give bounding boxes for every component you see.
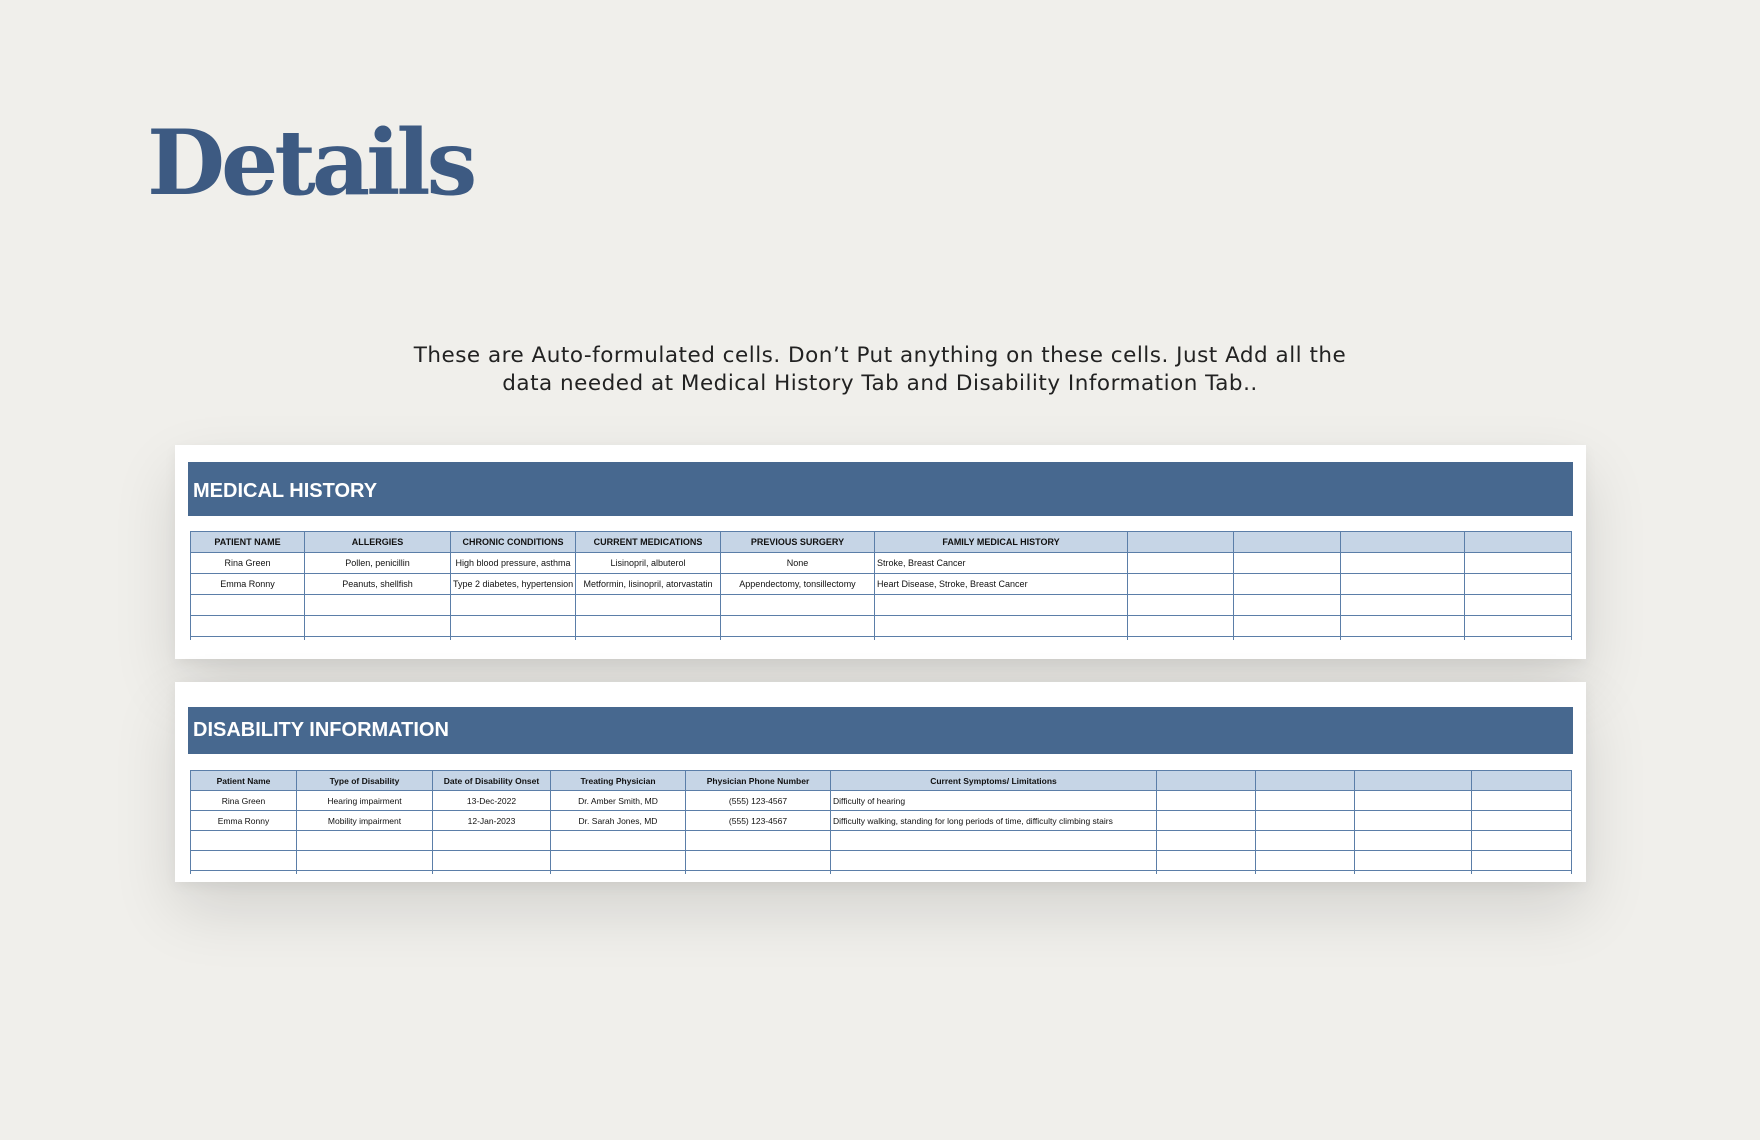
table-cell[interactable] <box>1234 553 1341 574</box>
table-cell <box>551 871 686 875</box>
column-header: FAMILY MEDICAL HISTORY <box>875 532 1128 553</box>
table-cell[interactable] <box>1355 791 1472 811</box>
table-cell <box>451 637 576 641</box>
table-cell <box>1355 871 1472 875</box>
table-cell[interactable] <box>576 616 721 637</box>
table-cell <box>1234 637 1341 641</box>
table-cell <box>1465 637 1572 641</box>
table-cell[interactable] <box>1465 595 1572 616</box>
column-header: Type of Disability <box>297 771 433 791</box>
column-header: Date of Disability Onset <box>433 771 551 791</box>
column-header <box>1472 771 1572 791</box>
table-cell <box>1472 871 1572 875</box>
table-cell <box>1128 637 1234 641</box>
table-cell[interactable] <box>1128 595 1234 616</box>
table-cell[interactable] <box>1341 616 1465 637</box>
table-cell[interactable]: (555) 123-4567 <box>686 811 831 831</box>
table-cell[interactable] <box>451 616 576 637</box>
table-cell <box>831 871 1157 875</box>
column-header: CURRENT MEDICATIONS <box>576 532 721 553</box>
table-cell <box>686 871 831 875</box>
table-cell <box>1341 637 1465 641</box>
table-cell <box>721 637 875 641</box>
table-cell[interactable]: Emma Ronny <box>191 811 297 831</box>
table-cell[interactable] <box>1355 851 1472 871</box>
table-cell <box>576 637 721 641</box>
table-cell[interactable] <box>1234 574 1341 595</box>
table-cell[interactable]: Type 2 diabetes, hypertension <box>451 574 576 595</box>
table-row <box>191 831 1572 851</box>
table-cell[interactable]: Mobility impairment <box>297 811 433 831</box>
table-cell[interactable] <box>1256 851 1355 871</box>
table-cell[interactable] <box>1157 791 1256 811</box>
table-cell[interactable]: Difficulty of hearing <box>831 791 1157 811</box>
table-cell[interactable] <box>1256 811 1355 831</box>
table-cell <box>305 637 451 641</box>
page-title: Details <box>147 110 474 216</box>
table-row <box>191 811 1572 831</box>
medical-history-table <box>190 531 1572 640</box>
table-cell[interactable]: Difficulty walking, standing for long periods of time, difficulty climbing stairs <box>831 811 1157 831</box>
table-cell[interactable]: Metformin, lisinopril, atorvastatin <box>576 574 721 595</box>
table-cell[interactable] <box>191 831 297 851</box>
table-cell[interactable] <box>831 831 1157 851</box>
table-row <box>191 791 1572 811</box>
table-cell[interactable]: Pollen, penicillin <box>305 553 451 574</box>
column-header <box>1465 532 1572 553</box>
table-cell[interactable] <box>433 831 551 851</box>
table-cell[interactable]: Heart Disease, Stroke, Breast Cancer <box>875 574 1128 595</box>
table-cell[interactable] <box>686 831 831 851</box>
table-header-row <box>191 771 1572 791</box>
instruction-line-1: These are Auto-formulated cells. Don’t Put anything on these cells. Just Add all the <box>413 343 1347 368</box>
column-header <box>1128 532 1234 553</box>
instruction-note <box>300 342 1460 398</box>
table-cell[interactable]: Hearing impairment <box>297 791 433 811</box>
table-cell[interactable]: High blood pressure, asthma <box>451 553 576 574</box>
table-row <box>191 553 1572 574</box>
table-cell <box>1157 871 1256 875</box>
table-row <box>191 595 1572 616</box>
medical-history-heading: MEDICAL HISTORY <box>188 462 1573 516</box>
table-cell[interactable] <box>831 851 1157 871</box>
table-cell[interactable] <box>551 851 686 871</box>
table-cell[interactable] <box>1234 595 1341 616</box>
table-cell[interactable] <box>1341 553 1465 574</box>
table-cell[interactable]: Dr. Amber Smith, MD <box>551 791 686 811</box>
table-cell[interactable] <box>1472 831 1572 851</box>
table-cell[interactable] <box>1341 595 1465 616</box>
table-cell[interactable] <box>1157 851 1256 871</box>
table-cell[interactable] <box>1341 574 1465 595</box>
table-cell[interactable] <box>1256 831 1355 851</box>
column-header: Physician Phone Number <box>686 771 831 791</box>
table-cell[interactable] <box>721 616 875 637</box>
instruction-line-2: data needed at Medical History Tab and Disability Information Tab.. <box>502 371 1258 396</box>
table-cell[interactable]: Dr. Sarah Jones, MD <box>551 811 686 831</box>
table-cell <box>191 637 305 641</box>
column-header: Patient Name <box>191 771 297 791</box>
table-row <box>191 637 1572 641</box>
table-row <box>191 871 1572 875</box>
column-header: PATIENT NAME <box>191 532 305 553</box>
table-cell[interactable] <box>1128 553 1234 574</box>
table-cell[interactable] <box>1472 851 1572 871</box>
table-cell <box>1256 871 1355 875</box>
table-cell[interactable] <box>433 851 551 871</box>
column-header <box>1234 532 1341 553</box>
table-cell[interactable] <box>297 831 433 851</box>
table-cell[interactable] <box>305 595 451 616</box>
table-cell <box>433 871 551 875</box>
table-cell[interactable] <box>1465 616 1572 637</box>
table-cell[interactable] <box>297 851 433 871</box>
table-cell[interactable] <box>191 595 305 616</box>
table-cell[interactable] <box>1157 831 1256 851</box>
table-cell[interactable] <box>551 831 686 851</box>
table-cell <box>191 871 297 875</box>
table-cell[interactable] <box>191 851 297 871</box>
table-cell[interactable] <box>721 595 875 616</box>
table-cell[interactable] <box>875 595 1128 616</box>
table-cell[interactable] <box>1355 811 1472 831</box>
column-header <box>1157 771 1256 791</box>
table-cell[interactable]: Appendectomy, tonsillectomy <box>721 574 875 595</box>
table-cell[interactable] <box>1234 616 1341 637</box>
table-cell[interactable]: None <box>721 553 875 574</box>
column-header: Treating Physician <box>551 771 686 791</box>
column-header <box>1355 771 1472 791</box>
table-cell <box>297 871 433 875</box>
column-header <box>1341 532 1465 553</box>
table-cell[interactable] <box>1355 831 1472 851</box>
table-cell[interactable] <box>1128 616 1234 637</box>
table-cell[interactable] <box>576 595 721 616</box>
disability-information-table <box>190 770 1572 874</box>
table-cell[interactable] <box>1472 811 1572 831</box>
table-cell[interactable]: 12-Jan-2023 <box>433 811 551 831</box>
table-cell[interactable]: Peanuts, shellfish <box>305 574 451 595</box>
table-row <box>191 616 1572 637</box>
column-header: Current Symptoms/ Limitations <box>831 771 1157 791</box>
table-cell[interactable]: Lisinopril, albuterol <box>576 553 721 574</box>
table-cell[interactable] <box>686 851 831 871</box>
table-cell[interactable]: Emma Ronny <box>191 574 305 595</box>
table-cell[interactable] <box>451 595 576 616</box>
table-cell[interactable]: (555) 123-4567 <box>686 791 831 811</box>
column-header: PREVIOUS SURGERY <box>721 532 875 553</box>
table-cell[interactable] <box>875 616 1128 637</box>
disability-information-heading: DISABILITY INFORMATION <box>188 707 1573 754</box>
disability-information-card <box>175 682 1586 882</box>
table-cell[interactable] <box>1256 791 1355 811</box>
table-cell[interactable] <box>1128 574 1234 595</box>
table-cell[interactable] <box>191 616 305 637</box>
table-cell[interactable] <box>1157 811 1256 831</box>
column-header: CHRONIC CONDITIONS <box>451 532 576 553</box>
table-cell[interactable] <box>305 616 451 637</box>
column-header <box>1256 771 1355 791</box>
table-cell <box>875 637 1128 641</box>
table-cell[interactable] <box>1472 791 1572 811</box>
table-cell[interactable]: Rina Green <box>191 553 305 574</box>
column-header: ALLERGIES <box>305 532 451 553</box>
table-row <box>191 574 1572 595</box>
table-header-row <box>191 532 1572 553</box>
table-cell[interactable]: Rina Green <box>191 791 297 811</box>
table-row <box>191 851 1572 871</box>
table-cell[interactable] <box>1465 553 1572 574</box>
table-cell[interactable]: 13-Dec-2022 <box>433 791 551 811</box>
medical-history-card <box>175 445 1586 659</box>
table-cell[interactable]: Stroke, Breast Cancer <box>875 553 1128 574</box>
table-cell[interactable] <box>1465 574 1572 595</box>
